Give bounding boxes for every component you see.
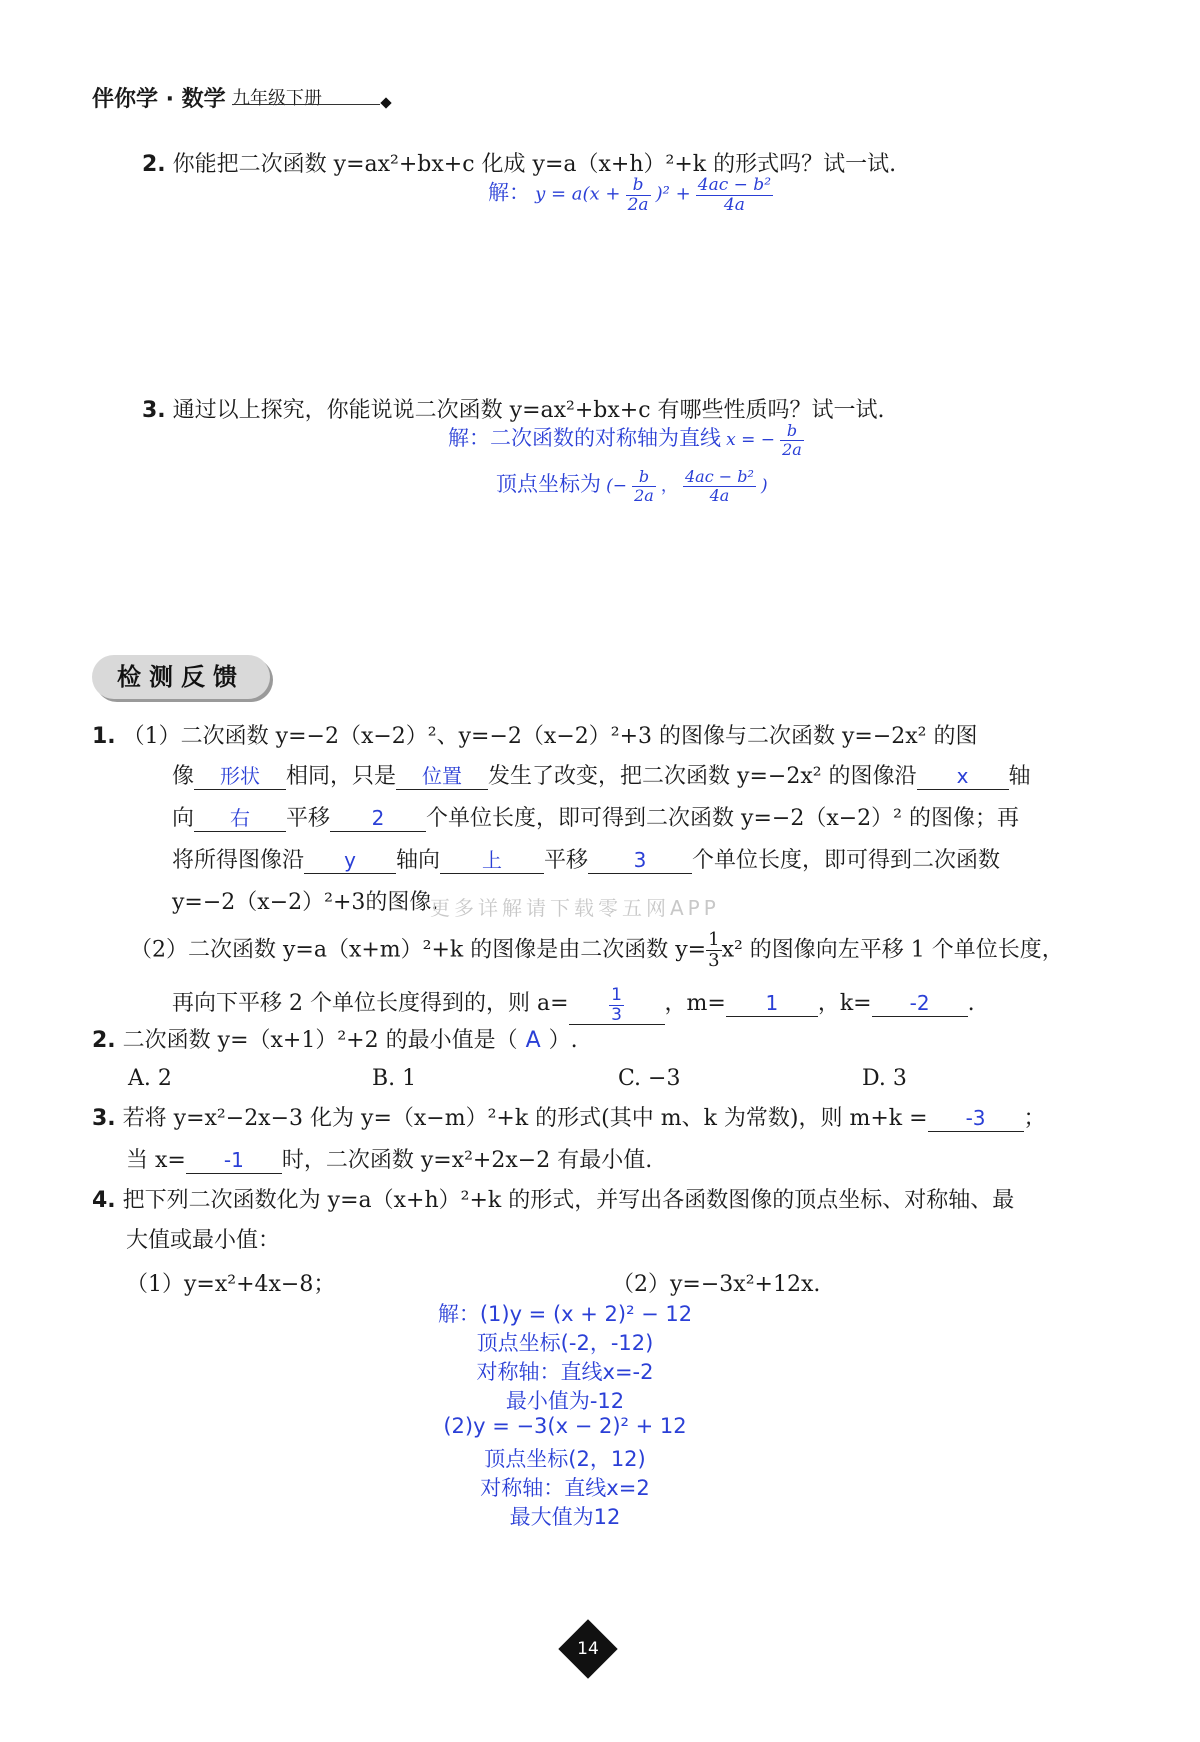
p4-answer-line: (2)y = −3(x − 2)² + 12: [443, 1414, 687, 1438]
answer-blank: 上: [440, 847, 544, 874]
answer-blank: -2: [872, 990, 968, 1017]
problem-3-line1: 3. 若将 y=x²−2x−3 化为 y=（x−m）²+k 的形式(其中 m、k 为常数)，则 m+k = -3 ；: [92, 1106, 1046, 1131]
answer-3-line1: 解：二次函数的对称轴为直线 x = − $\frac{b}{2a}$: [448, 421, 802, 459]
option-c: C. −3: [618, 1066, 681, 1091]
question-number: 2.: [142, 152, 166, 177]
answer-blank: 位置: [396, 763, 488, 790]
answer-blank: -1: [186, 1147, 282, 1174]
problem-1-line2: 像 形状 相同，只是 位置 发生了改变，把二次函数 y=−2x² 的图像沿 x 轴: [172, 764, 1031, 789]
question-number: 3.: [142, 398, 166, 423]
watermark: 更多详解请下载零五网APP: [430, 896, 720, 920]
answer-prefix: 解：: [488, 180, 530, 205]
problem-2: 2. 二次函数 y=（x+1）²+2 的最小值是（ A ）.: [92, 1028, 578, 1053]
problem-1-line5: y=−2（x−2）²+3的图像.: [172, 890, 439, 915]
answer-blank: 3: [588, 847, 692, 874]
answer-blank: 1: [726, 990, 818, 1017]
section-title: 检测反馈: [117, 663, 245, 691]
question-number: 3.: [92, 1106, 116, 1131]
problem-4-sub1: （1）y=x²+4x−8；: [126, 1272, 336, 1297]
option-a: A. 2: [128, 1066, 172, 1091]
answer-3-line2: 顶点坐标为 (− $\frac{b}{2a}$ ， $\frac{\text{4ac − b²}}{4a}$ ): [496, 467, 768, 505]
problem-4-line2: 大值或最小值：: [126, 1228, 281, 1253]
p4-answer-line: 对称轴：直线x=2: [480, 1476, 650, 1500]
answer-blank: -3: [928, 1105, 1024, 1132]
answer-fraction: $\frac{\text{4ac − b²}}{4a}$: [697, 175, 772, 215]
header-diamond-icon: [380, 97, 391, 108]
answer-blank: 形状: [194, 763, 286, 790]
answer-math-mid: )² +: [655, 183, 691, 205]
page-number-badge: [558, 1619, 617, 1678]
question-number: 1.: [92, 724, 116, 749]
question-text: 通过以上探究，你能说说二次函数 y=ax²+bx+c 有哪些性质吗？试一试.: [172, 398, 885, 423]
p4-answer-line: 最大值为12: [509, 1505, 621, 1529]
problem-1-line3: 向 右 平移 2 个单位长度，即可得到二次函数 y=−2（x−2）² 的图像；再: [172, 806, 1019, 831]
answer-2-top: [488, 176, 773, 214]
answer-choice: A: [525, 1028, 541, 1053]
problem-3-line2: 当 x= -1 时，二次函数 y=x²+2x−2 有最小值.: [126, 1148, 653, 1173]
page-number: 14: [577, 1639, 599, 1659]
answer-fraction: $\frac{b}{2a}$: [782, 421, 802, 459]
problem-1-line4: 将所得图像沿 y 轴向 上 平移 3 个单位长度，即可得到二次函数: [172, 848, 1001, 873]
p4-answer-line: 最小值为-12: [505, 1389, 625, 1413]
option-b: B. 1: [372, 1066, 417, 1091]
answer-fraction: $\frac{b}{2a}$: [634, 467, 654, 505]
problem-1-part2-line1: （2）二次函数 y=a（x+m）²+k 的图像是由二次函数 y= $\frac{1}{3}$ x² 的图像向左平移 1 个单位长度，: [130, 929, 1064, 971]
question-number: 4.: [92, 1188, 116, 1213]
answer-blank: 2: [330, 805, 426, 832]
answer-fraction: $\frac{\text{4ac − b²}}{4a}$: [684, 467, 754, 505]
book-title: 伴你学 · 数学: [92, 87, 226, 112]
p4-answer-line: 解：(1)y = (x + 2)² − 12: [437, 1302, 693, 1326]
answer-blank: x: [917, 763, 1009, 790]
grade-subtitle: 九年级下册: [232, 88, 322, 109]
question-text: 你能把二次函数 y=ax²+bx+c 化成 y=a（x+h）²+k 的形式吗？试一试.: [172, 152, 897, 177]
p4-answer-line: 对称轴：直线x=-2: [476, 1360, 654, 1384]
section-badge: [92, 655, 270, 699]
problem-4-line1: 4. 把下列二次函数化为 y=a（x+h）²+k 的形式，并写出各函数图像的顶点坐标、对称轴、最: [92, 1188, 1015, 1213]
header-rule: [232, 104, 380, 105]
problem-1-part2-line2: 再向下平移 2 个单位长度得到的，则 a= $\frac{1}{3}$ ，m= 1 ，k= -2 .: [172, 985, 975, 1025]
answer-blank: y: [304, 847, 396, 874]
problem-1-line1: 1. （1）二次函数 y=−2（x−2）²、y=−2（x−2）²+3 的图像与二次函数 y=−2x² 的图: [92, 724, 978, 749]
problem-4-sub2: （2）y=−3x²+12x.: [612, 1272, 821, 1297]
question-number: 2.: [92, 1028, 116, 1053]
fraction: $\frac{1}{3}$: [708, 929, 720, 971]
answer-blank: 右: [194, 805, 286, 832]
answer-fraction: $\frac{b}{2a}$: [627, 175, 649, 215]
p4-answer-line: 顶点坐标(-2，-12): [476, 1331, 654, 1355]
answer-blank: $\frac{1}{3}$: [569, 986, 665, 1025]
option-d: D. 3: [862, 1066, 907, 1091]
p4-answer-line: 顶点坐标(2，12): [484, 1447, 646, 1471]
answer-math-lhs: y = a(x +: [535, 183, 621, 205]
